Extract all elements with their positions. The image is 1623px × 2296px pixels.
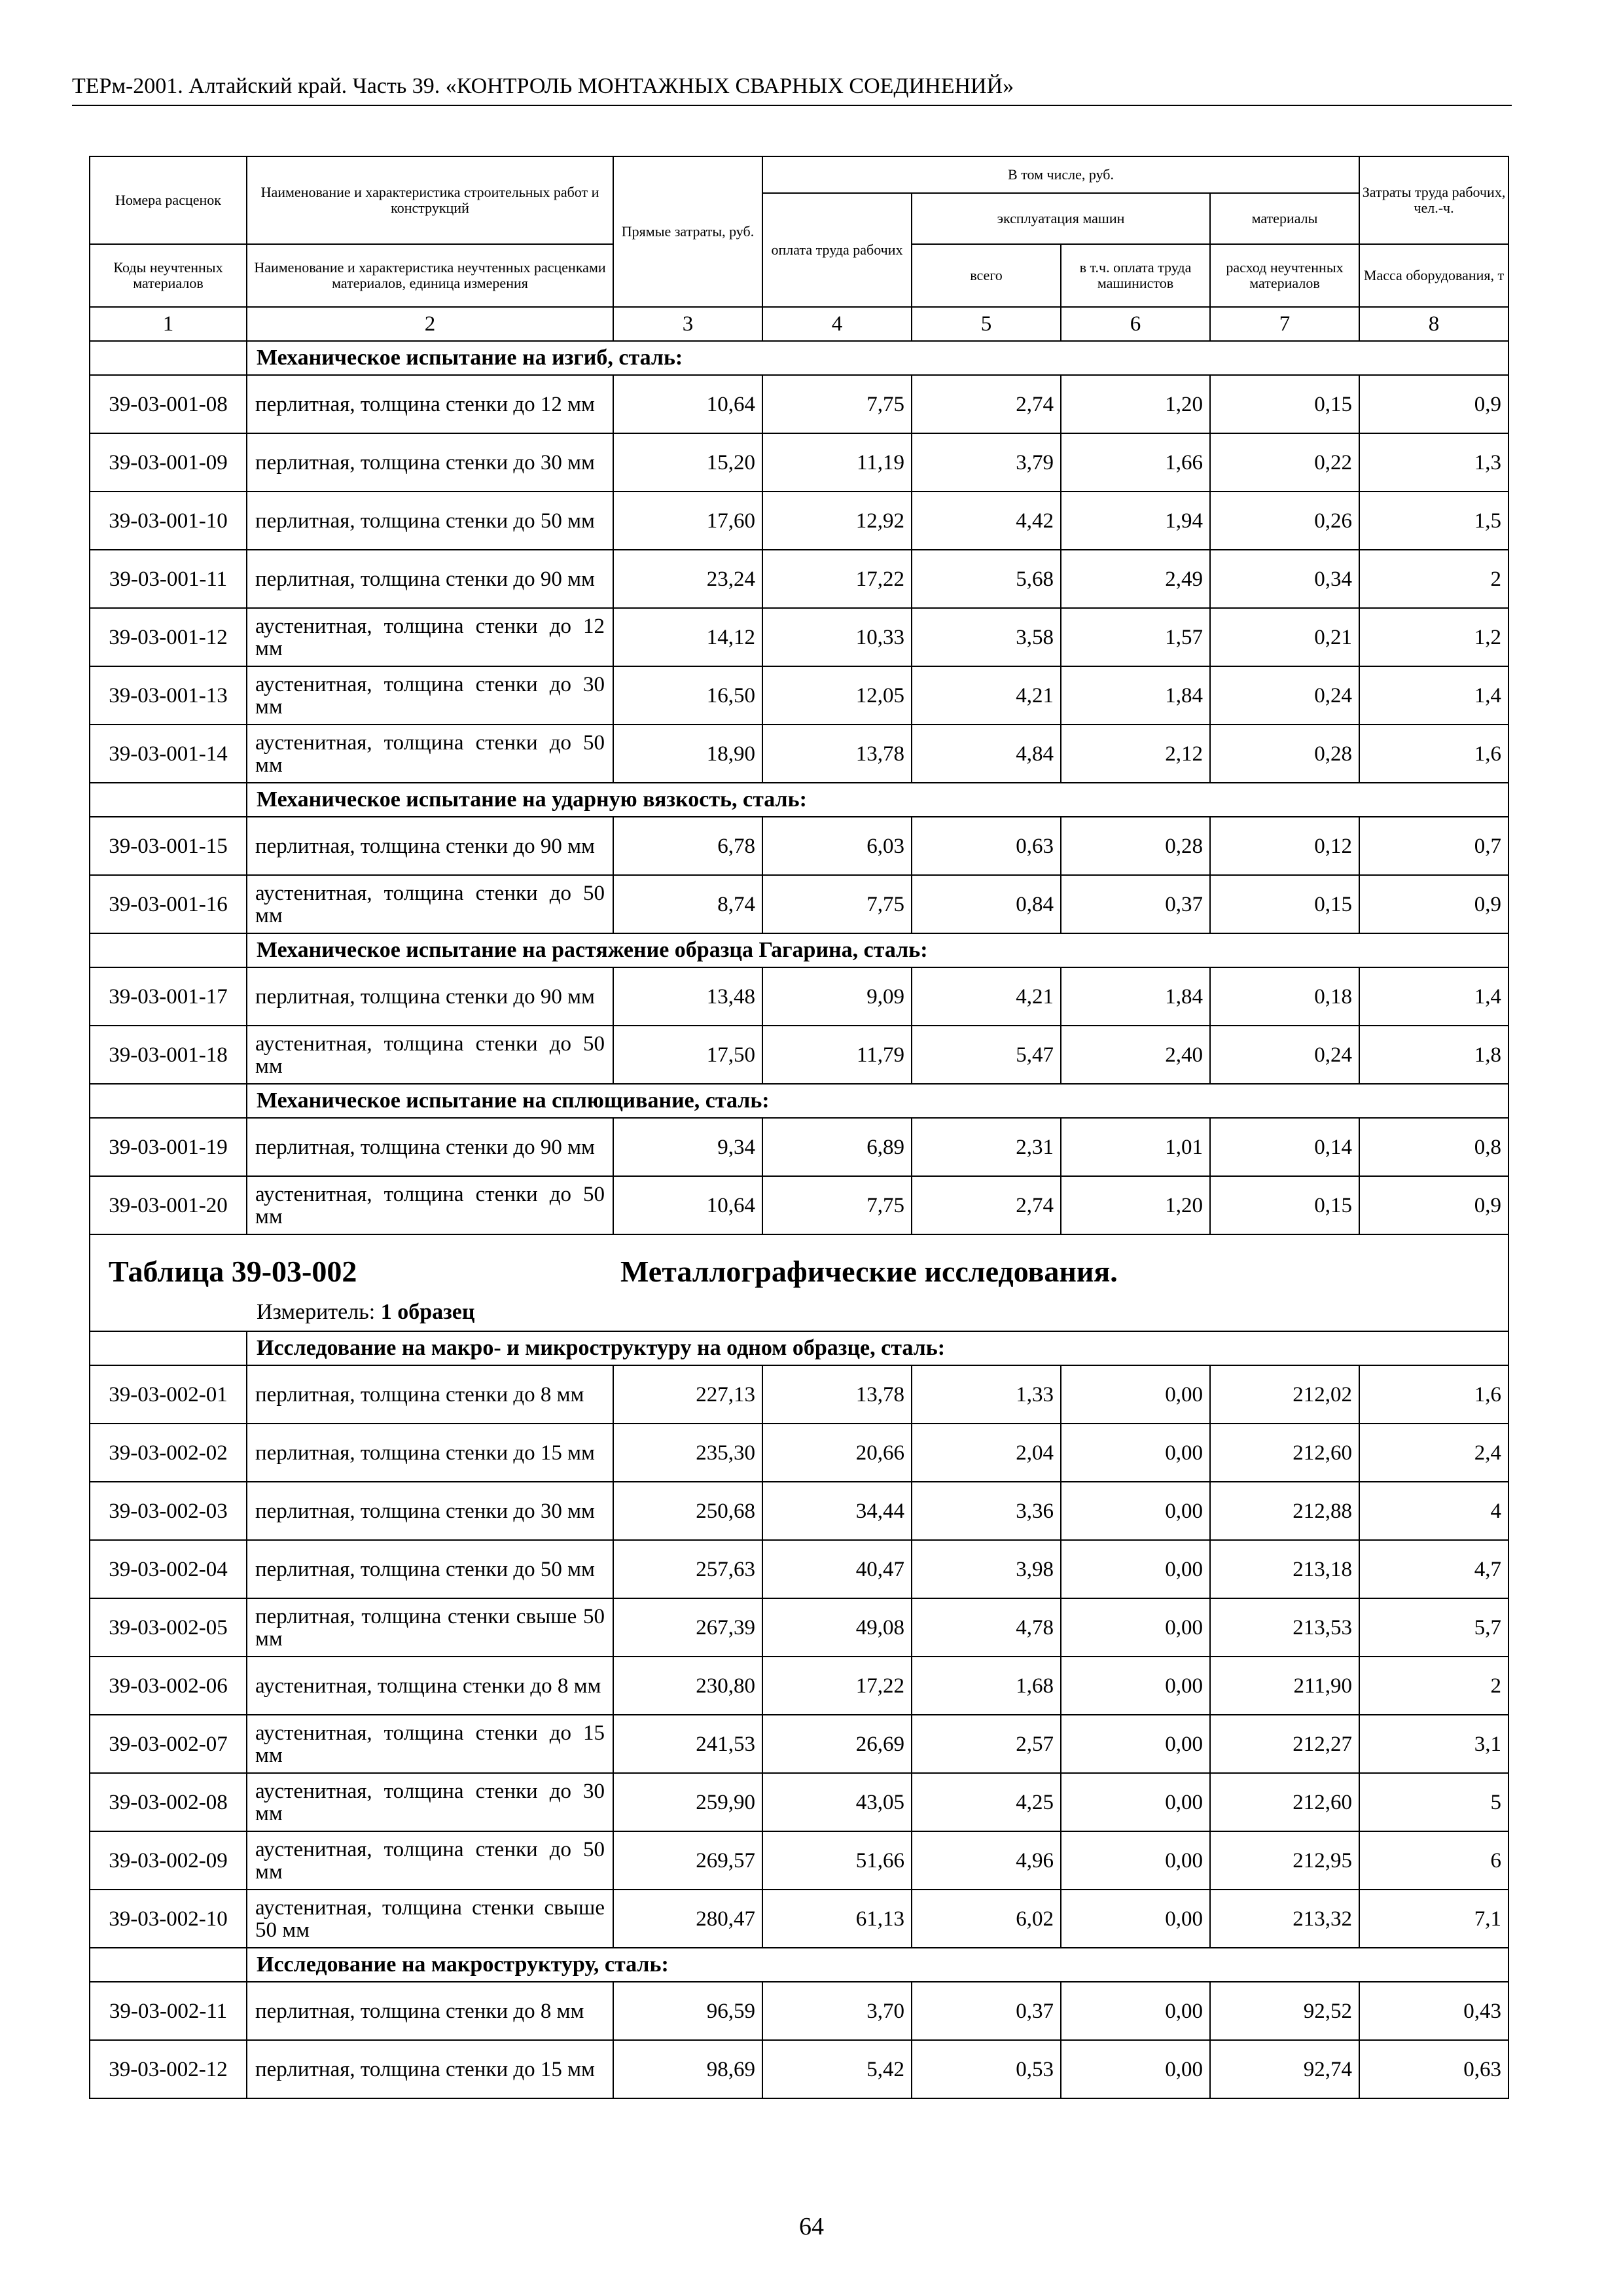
machine-cost: 4,78 xyxy=(912,1598,1061,1657)
materials-cost: 213,32 xyxy=(1210,1890,1359,1948)
operator-cost: 1,20 xyxy=(1061,375,1210,433)
materials-cost: 0,34 xyxy=(1210,550,1359,608)
operator-cost: 1,66 xyxy=(1061,433,1210,492)
rate-code: 39-03-002-08 xyxy=(90,1773,247,1831)
labor-hours: 2,4 xyxy=(1359,1424,1508,1482)
materials-cost: 0,15 xyxy=(1210,1176,1359,1234)
machine-cost: 2,57 xyxy=(912,1715,1061,1773)
machine-cost: 0,84 xyxy=(912,875,1061,933)
direct-cost: 259,90 xyxy=(613,1773,762,1831)
header-row-1 xyxy=(90,156,1508,193)
materials-cost: 0,24 xyxy=(1210,666,1359,725)
work-name: перлитная, толщина стенки до 8 мм xyxy=(247,1982,613,2040)
operator-cost: 0,00 xyxy=(1061,1598,1210,1657)
labor-hours: 2 xyxy=(1359,550,1508,608)
labor-cost: 6,89 xyxy=(762,1118,912,1176)
direct-cost: 235,30 xyxy=(613,1424,762,1482)
labor-cost: 13,78 xyxy=(762,1365,912,1424)
column-number: 6 xyxy=(1061,307,1210,341)
machine-cost: 4,42 xyxy=(912,492,1061,550)
labor-hours: 7,1 xyxy=(1359,1890,1508,1948)
rate-code: 39-03-002-06 xyxy=(90,1657,247,1715)
labor-hours: 0,8 xyxy=(1359,1118,1508,1176)
table-row xyxy=(90,550,1508,608)
rate-code: 39-03-002-02 xyxy=(90,1424,247,1482)
rate-code: 39-03-002-01 xyxy=(90,1365,247,1424)
machine-cost: 1,68 xyxy=(912,1657,1061,1715)
table-row xyxy=(90,1598,1508,1657)
labor-hours: 2 xyxy=(1359,1657,1508,1715)
table-row xyxy=(90,1715,1508,1773)
table-heading-row xyxy=(90,1234,1508,1331)
machine-cost: 3,98 xyxy=(912,1540,1061,1598)
operator-cost: 0,00 xyxy=(1061,1482,1210,1540)
materials-cost: 0,21 xyxy=(1210,608,1359,666)
table-row xyxy=(90,433,1508,492)
work-name: аустенитная, толщина стенки свыше 50 мм xyxy=(247,1890,613,1948)
table-row xyxy=(90,492,1508,550)
work-name: аустенитная, толщина стенки до 30 мм xyxy=(247,1773,613,1831)
labor-hours: 0,9 xyxy=(1359,875,1508,933)
labor-hours: 1,6 xyxy=(1359,1365,1508,1424)
rate-code: 39-03-002-07 xyxy=(90,1715,247,1773)
machine-cost: 4,21 xyxy=(912,666,1061,725)
table-heading-cell xyxy=(90,1234,1508,1331)
rate-code: 39-03-001-09 xyxy=(90,433,247,492)
direct-cost: 16,50 xyxy=(613,666,762,725)
labor-cost: 7,75 xyxy=(762,875,912,933)
section-blank xyxy=(90,783,247,817)
direct-cost: 17,50 xyxy=(613,1026,762,1084)
operator-cost: 0,00 xyxy=(1061,1365,1210,1424)
labor-hours: 1,3 xyxy=(1359,433,1508,492)
table-row xyxy=(90,1982,1508,2040)
work-name: перлитная, толщина стенки до 30 мм xyxy=(247,1482,613,1540)
labor-cost: 17,22 xyxy=(762,1657,912,1715)
rate-code: 39-03-001-15 xyxy=(90,817,247,875)
column-number: 1 xyxy=(90,307,247,341)
direct-cost: 241,53 xyxy=(613,1715,762,1773)
section-title: Механическое испытание на растяжение образца Гагарина, сталь: xyxy=(247,933,1508,967)
operator-cost: 1,84 xyxy=(1061,666,1210,725)
direct-cost: 96,59 xyxy=(613,1982,762,2040)
machine-cost: 5,47 xyxy=(912,1026,1061,1084)
direct-cost: 13,48 xyxy=(613,967,762,1026)
column-number: 8 xyxy=(1359,307,1508,341)
labor-cost: 12,05 xyxy=(762,666,912,725)
work-name: перлитная, толщина стенки до 50 мм xyxy=(247,492,613,550)
labor-cost: 51,66 xyxy=(762,1831,912,1890)
table-row xyxy=(90,1482,1508,1540)
section-row xyxy=(90,1331,1508,1365)
section-title: Механическое испытание на сплющивание, сталь: xyxy=(247,1084,1508,1118)
machine-cost: 5,68 xyxy=(912,550,1061,608)
operator-cost: 1,94 xyxy=(1061,492,1210,550)
materials-cost: 212,88 xyxy=(1210,1482,1359,1540)
measure-value: 1 образец xyxy=(380,1300,475,1324)
table-row xyxy=(90,608,1508,666)
group-header: В том числе, руб. xyxy=(762,156,1359,193)
materials-cost: 92,52 xyxy=(1210,1982,1359,2040)
machine-cost: 3,36 xyxy=(912,1482,1061,1540)
work-name: аустенитная, толщина стенки до 50 мм xyxy=(247,1176,613,1234)
operator-cost: 0,00 xyxy=(1061,1890,1210,1948)
col8-header-top: Затраты труда рабочих, чел.-ч. xyxy=(1359,156,1508,244)
col1-header-bottom: Коды неучтенных материалов xyxy=(90,244,247,307)
column-number: 2 xyxy=(247,307,613,341)
column-number: 4 xyxy=(762,307,912,341)
work-name: аустенитная, толщина стенки до 12 мм xyxy=(247,608,613,666)
column-number: 5 xyxy=(912,307,1061,341)
direct-cost: 6,78 xyxy=(613,817,762,875)
labor-cost: 5,42 xyxy=(762,2040,912,2098)
rate-code: 39-03-001-20 xyxy=(90,1176,247,1234)
table-row xyxy=(90,1657,1508,1715)
table-row xyxy=(90,375,1508,433)
direct-cost: 18,90 xyxy=(613,725,762,783)
rate-code: 39-03-002-09 xyxy=(90,1831,247,1890)
col4-header: оплата труда рабочих xyxy=(762,193,912,307)
direct-cost: 227,13 xyxy=(613,1365,762,1424)
table-row xyxy=(90,1026,1508,1084)
operator-cost: 0,00 xyxy=(1061,1424,1210,1482)
operator-cost: 2,49 xyxy=(1061,550,1210,608)
work-name: перлитная, толщина стенки до 12 мм xyxy=(247,375,613,433)
column-number: 7 xyxy=(1210,307,1359,341)
measure-line xyxy=(257,1300,474,1324)
work-name: перлитная, толщина стенки до 8 мм xyxy=(247,1365,613,1424)
materials-cost: 0,12 xyxy=(1210,817,1359,875)
materials-cost: 0,14 xyxy=(1210,1118,1359,1176)
rate-code: 39-03-001-12 xyxy=(90,608,247,666)
direct-cost: 230,80 xyxy=(613,1657,762,1715)
rate-code: 39-03-001-18 xyxy=(90,1026,247,1084)
table-row xyxy=(90,1424,1508,1482)
labor-cost: 11,79 xyxy=(762,1026,912,1084)
direct-cost: 23,24 xyxy=(613,550,762,608)
operator-cost: 0,00 xyxy=(1061,1715,1210,1773)
col6-header: в т.ч. оплата труда машинистов xyxy=(1061,244,1210,307)
materials-cost: 212,60 xyxy=(1210,1773,1359,1831)
section-row xyxy=(90,1084,1508,1118)
direct-cost: 15,20 xyxy=(613,433,762,492)
section-row xyxy=(90,783,1508,817)
work-name: перлитная, толщина стенки до 30 мм xyxy=(247,433,613,492)
materials-cost: 212,27 xyxy=(1210,1715,1359,1773)
labor-hours: 1,4 xyxy=(1359,666,1508,725)
operator-cost: 0,00 xyxy=(1061,1540,1210,1598)
materials-header: материалы xyxy=(1210,193,1359,244)
materials-cost: 211,90 xyxy=(1210,1657,1359,1715)
work-name: перлитная, толщина стенки до 15 мм xyxy=(247,1424,613,1482)
labor-cost: 61,13 xyxy=(762,1890,912,1948)
labor-hours: 4,7 xyxy=(1359,1540,1508,1598)
materials-cost: 0,26 xyxy=(1210,492,1359,550)
section-row xyxy=(90,341,1508,375)
work-name: перлитная, толщина стенки до 15 мм xyxy=(247,2040,613,2098)
section-title: Механическое испытание на изгиб, сталь: xyxy=(247,341,1508,375)
labor-cost: 6,03 xyxy=(762,817,912,875)
machine-cost: 2,31 xyxy=(912,1118,1061,1176)
rates-table xyxy=(89,156,1509,2099)
labor-hours: 5,7 xyxy=(1359,1598,1508,1657)
table-id: Таблица 39-03-002 xyxy=(109,1255,357,1288)
labor-hours: 5 xyxy=(1359,1773,1508,1831)
machine-cost: 3,58 xyxy=(912,608,1061,666)
materials-cost: 0,28 xyxy=(1210,725,1359,783)
operator-cost: 2,40 xyxy=(1061,1026,1210,1084)
machine-cost: 4,96 xyxy=(912,1831,1061,1890)
materials-cost: 0,15 xyxy=(1210,875,1359,933)
labor-hours: 0,43 xyxy=(1359,1982,1508,2040)
col5-header: всего xyxy=(912,244,1061,307)
table-row xyxy=(90,1773,1508,1831)
machine-cost: 4,84 xyxy=(912,725,1061,783)
work-name: аустенитная, толщина стенки до 50 мм xyxy=(247,1026,613,1084)
direct-cost: 98,69 xyxy=(613,2040,762,2098)
labor-hours: 1,2 xyxy=(1359,608,1508,666)
labor-hours: 4 xyxy=(1359,1482,1508,1540)
direct-cost: 280,47 xyxy=(613,1890,762,1948)
work-name: аустенитная, толщина стенки до 50 мм xyxy=(247,725,613,783)
machine-cost: 4,21 xyxy=(912,967,1061,1026)
direct-cost: 9,34 xyxy=(613,1118,762,1176)
operator-cost: 1,57 xyxy=(1061,608,1210,666)
table-row xyxy=(90,817,1508,875)
labor-hours: 0,7 xyxy=(1359,817,1508,875)
col3-header: Прямые затраты, руб. xyxy=(613,156,762,307)
table-row xyxy=(90,1365,1508,1424)
work-name: аустенитная, толщина стенки до 8 мм xyxy=(247,1657,613,1715)
materials-cost: 0,24 xyxy=(1210,1026,1359,1084)
direct-cost: 257,63 xyxy=(613,1540,762,1598)
labor-cost: 10,33 xyxy=(762,608,912,666)
labor-hours: 6 xyxy=(1359,1831,1508,1890)
work-name: перлитная, толщина стенки до 90 мм xyxy=(247,967,613,1026)
table-row xyxy=(90,725,1508,783)
section-title: Исследование на макро- и микроструктуру на одном образце, сталь: xyxy=(247,1331,1508,1365)
labor-cost: 7,75 xyxy=(762,375,912,433)
table-row xyxy=(90,1831,1508,1890)
section-title: Исследование на макроструктуру, сталь: xyxy=(247,1948,1508,1982)
labor-cost: 43,05 xyxy=(762,1773,912,1831)
materials-cost: 212,60 xyxy=(1210,1424,1359,1482)
work-name: перлитная, толщина стенки до 50 мм xyxy=(247,1540,613,1598)
table-row xyxy=(90,967,1508,1026)
direct-cost: 8,74 xyxy=(613,875,762,933)
table-row xyxy=(90,666,1508,725)
materials-cost: 213,18 xyxy=(1210,1540,1359,1598)
rate-code: 39-03-001-10 xyxy=(90,492,247,550)
rate-code: 39-03-001-14 xyxy=(90,725,247,783)
labor-cost: 20,66 xyxy=(762,1424,912,1482)
labor-cost: 26,69 xyxy=(762,1715,912,1773)
labor-hours: 3,1 xyxy=(1359,1715,1508,1773)
rate-code: 39-03-002-05 xyxy=(90,1598,247,1657)
operator-cost: 1,20 xyxy=(1061,1176,1210,1234)
col8-header-bottom: Масса оборудования, т xyxy=(1359,244,1508,307)
measure-label: Измеритель: xyxy=(257,1300,376,1324)
labor-hours: 0,9 xyxy=(1359,1176,1508,1234)
table-row xyxy=(90,1118,1508,1176)
labor-hours: 1,5 xyxy=(1359,492,1508,550)
col1-header-top: Номера расценок xyxy=(90,156,247,244)
operator-cost: 0,00 xyxy=(1061,1657,1210,1715)
materials-cost: 92,74 xyxy=(1210,2040,1359,2098)
direct-cost: 14,12 xyxy=(613,608,762,666)
materials-cost: 212,95 xyxy=(1210,1831,1359,1890)
machine-cost: 0,63 xyxy=(912,817,1061,875)
machine-cost: 1,33 xyxy=(912,1365,1061,1424)
labor-hours: 1,8 xyxy=(1359,1026,1508,1084)
rate-code: 39-03-001-16 xyxy=(90,875,247,933)
machine-cost: 2,74 xyxy=(912,375,1061,433)
labor-cost: 34,44 xyxy=(762,1482,912,1540)
col2-header-top: Наименование и характеристика строительных работ и конструкций xyxy=(247,156,613,244)
rate-code: 39-03-001-17 xyxy=(90,967,247,1026)
col2-header-bottom: Наименование и характеристика неучтенных расценками материалов, единица измерения xyxy=(247,244,613,307)
rate-code: 39-03-001-08 xyxy=(90,375,247,433)
header-rule xyxy=(72,105,1512,106)
operator-cost: 1,01 xyxy=(1061,1118,1210,1176)
section-row xyxy=(90,1948,1508,1982)
section-blank xyxy=(90,341,247,375)
operator-cost: 0,37 xyxy=(1061,875,1210,933)
machine-cost: 3,79 xyxy=(912,433,1061,492)
work-name: перлитная, толщина стенки до 90 мм xyxy=(247,817,613,875)
operator-cost: 0,00 xyxy=(1061,1982,1210,2040)
section-blank xyxy=(90,1084,247,1118)
operator-cost: 0,00 xyxy=(1061,2040,1210,2098)
labor-hours: 0,63 xyxy=(1359,2040,1508,2098)
work-name: аустенитная, толщина стенки до 30 мм xyxy=(247,666,613,725)
materials-cost: 0,15 xyxy=(1210,375,1359,433)
labor-cost: 12,92 xyxy=(762,492,912,550)
machine-cost: 6,02 xyxy=(912,1890,1061,1948)
rate-code: 39-03-001-13 xyxy=(90,666,247,725)
operator-cost: 0,00 xyxy=(1061,1773,1210,1831)
table-row xyxy=(90,1176,1508,1234)
operator-cost: 2,12 xyxy=(1061,725,1210,783)
direct-cost: 17,60 xyxy=(613,492,762,550)
rate-code: 39-03-002-12 xyxy=(90,2040,247,2098)
column-number-row xyxy=(90,307,1508,341)
labor-cost: 9,09 xyxy=(762,967,912,1026)
labor-cost: 11,19 xyxy=(762,433,912,492)
table-row xyxy=(90,2040,1508,2098)
materials-cost: 0,18 xyxy=(1210,967,1359,1026)
table-row xyxy=(90,1540,1508,1598)
labor-cost: 3,70 xyxy=(762,1982,912,2040)
direct-cost: 10,64 xyxy=(613,375,762,433)
labor-cost: 17,22 xyxy=(762,550,912,608)
rate-code: 39-03-001-19 xyxy=(90,1118,247,1176)
col7-header: расход неучтенных материалов xyxy=(1210,244,1359,307)
materials-cost: 212,02 xyxy=(1210,1365,1359,1424)
materials-cost: 0,22 xyxy=(1210,433,1359,492)
rate-code: 39-03-002-11 xyxy=(90,1982,247,2040)
operator-cost: 0,28 xyxy=(1061,817,1210,875)
direct-cost: 269,57 xyxy=(613,1831,762,1890)
direct-cost: 10,64 xyxy=(613,1176,762,1234)
rate-code: 39-03-002-04 xyxy=(90,1540,247,1598)
rate-code: 39-03-002-03 xyxy=(90,1482,247,1540)
machine-cost: 2,04 xyxy=(912,1424,1061,1482)
labor-cost: 7,75 xyxy=(762,1176,912,1234)
labor-hours: 0,9 xyxy=(1359,375,1508,433)
column-number: 3 xyxy=(613,307,762,341)
rate-code: 39-03-001-11 xyxy=(90,550,247,608)
work-name: аустенитная, толщина стенки до 50 мм xyxy=(247,875,613,933)
operator-cost: 1,84 xyxy=(1061,967,1210,1026)
work-name: перлитная, толщина стенки до 90 мм xyxy=(247,550,613,608)
work-name: аустенитная, толщина стенки до 15 мм xyxy=(247,1715,613,1773)
labor-cost: 13,78 xyxy=(762,725,912,783)
labor-hours: 1,6 xyxy=(1359,725,1508,783)
work-name: перлитная, толщина стенки свыше 50 мм xyxy=(247,1598,613,1657)
labor-cost: 40,47 xyxy=(762,1540,912,1598)
table-title: Металлографические исследования. xyxy=(620,1255,1118,1288)
rate-code: 39-03-002-10 xyxy=(90,1890,247,1948)
table-row xyxy=(90,875,1508,933)
table-row xyxy=(90,1890,1508,1948)
machine-cost: 0,37 xyxy=(912,1982,1061,2040)
materials-cost: 213,53 xyxy=(1210,1598,1359,1657)
machines-header: эксплуатация машин xyxy=(912,193,1210,244)
work-name: аустенитная, толщина стенки до 50 мм xyxy=(247,1831,613,1890)
table-heading xyxy=(90,1235,1508,1331)
direct-cost: 267,39 xyxy=(613,1598,762,1657)
page-number: 64 xyxy=(799,2213,824,2240)
section-blank xyxy=(90,1331,247,1365)
machine-cost: 2,74 xyxy=(912,1176,1061,1234)
page-header: ТЕРм-2001. Алтайский край. Часть 39. «КОНТРОЛЬ МОНТАЖНЫХ СВАРНЫХ СОЕДИНЕНИЙ» xyxy=(72,74,1014,98)
work-name: перлитная, толщина стенки до 90 мм xyxy=(247,1118,613,1176)
machine-cost: 0,53 xyxy=(912,2040,1061,2098)
section-row xyxy=(90,933,1508,967)
operator-cost: 0,00 xyxy=(1061,1831,1210,1890)
labor-cost: 49,08 xyxy=(762,1598,912,1657)
section-blank xyxy=(90,1948,247,1982)
machine-cost: 4,25 xyxy=(912,1773,1061,1831)
section-title: Механическое испытание на ударную вязкость, сталь: xyxy=(247,783,1508,817)
direct-cost: 250,68 xyxy=(613,1482,762,1540)
section-blank xyxy=(90,933,247,967)
labor-hours: 1,4 xyxy=(1359,967,1508,1026)
